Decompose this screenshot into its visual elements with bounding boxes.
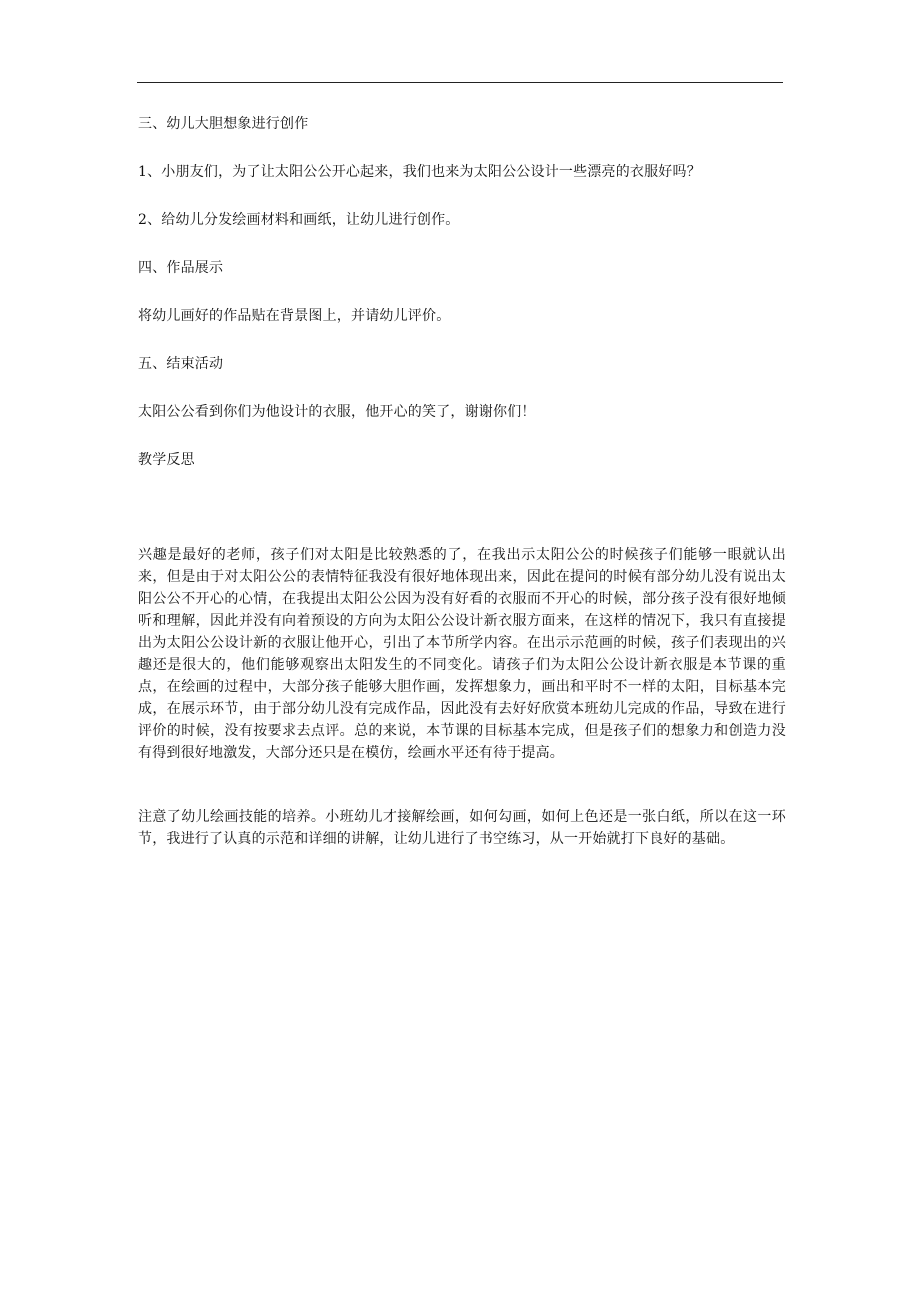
section-heading-5: 五、结束活动 <box>138 356 224 372</box>
reflection-heading: 教学反思 <box>138 452 195 468</box>
step-2-text: 2、给幼儿分发绘画材料和画纸，让幼儿进行创作。 <box>138 212 460 228</box>
section-heading-3: 三、幼儿大胆想象进行创作 <box>138 116 309 132</box>
reflection-paragraph-1: 兴趣是最好的老师，孩子们对太阳是比较熟悉的了，在我出示太阳公公的时候孩子们能够一眼就认出来，但是由于对太阳公公的表情特征我没有很好地体现出来，因此在提问的时候有部分幼儿没有说出太阳公公不开心的心情，在我提出太阳公公因为没有好看的衣服而不开心的时候，部分孩子没有很好地倾听和理解，因此并没有向着预设的方向为太阳公公设计新衣服方面来，在这样的情况下，我只有直接提出为太阳公公设计新的衣服让他开心，引出了本节所学内容。在出示示范画的时候，孩子们表现出的兴趣还是很大的，他们能够观察出太阳发生的不同变化。请孩子们为太阳公公设计新衣服是本节课的重点，在绘画的过程中，大部分孩子能够大胆作画，发挥想象力，画出和平时不一样的太阳，目标基本完成，在展示环节，由于部分幼儿没有完成作品，因此没有去好好欣赏本班幼儿完成的作品，导致在进行评价的时候，没有按要求去点评。总的来说，本节课的目标基本完成，但是孩子们的想象力和创造力没有得到很好地激发，大部分还只是在模仿，绘画水平还有待于提高。 <box>138 547 786 761</box>
header-rule <box>137 82 783 83</box>
exhibit-text: 将幼儿画好的作品贴在背景图上，并请幼儿评价。 <box>138 308 451 324</box>
section-heading-4: 四、作品展示 <box>138 260 224 276</box>
step-1-text: 1、小朋友们，为了让太阳公公开心起来，我们也来为太阳公公设计一些漂亮的衣服好吗？ <box>138 164 701 180</box>
closing-text: 太阳公公看到你们为他设计的衣服，他开心的笑了，谢谢你们！ <box>138 404 536 420</box>
reflection-paragraph-2: 注意了幼儿绘画技能的培养。小班幼儿才接解绘画，如何勾画，如何上色还是一张白纸，所以在这一环节，我进行了认真的示范和详细的讲解，让幼儿进行了书空练习，从一开始就打下良好的基础。 <box>138 809 786 847</box>
